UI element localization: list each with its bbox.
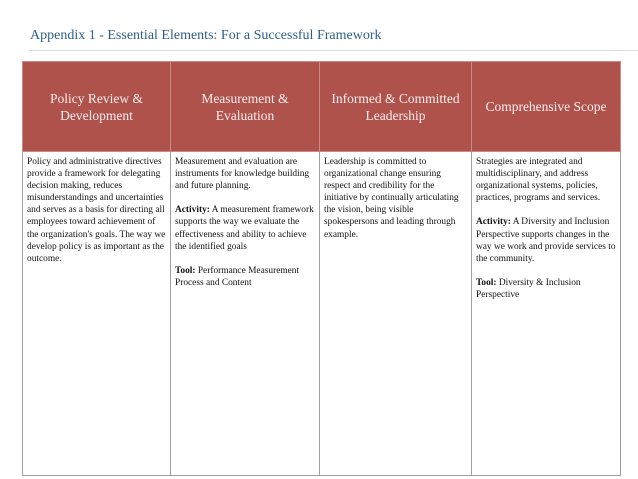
policy-text: Policy and administrative directives provide a framework for delegating decision making, reduces misunderstandings and uncertainties and serves as a basis for directing all employees toward achievement of the organization's goals. The way we develop policy is as important as the outcome.	[27, 157, 166, 264]
measurement-tool	[175, 265, 315, 289]
tool-label: Tool:	[175, 265, 196, 276]
cell-policy-review	[23, 152, 171, 476]
header-policy-review: Policy Review & Development	[23, 62, 171, 152]
activity-label: Activity:	[175, 205, 210, 216]
measurement-activity	[175, 204, 315, 252]
activity-label: Activity:	[476, 217, 511, 228]
cell-comprehensive-scope	[472, 152, 621, 476]
content-row	[23, 152, 621, 476]
framework-table	[22, 61, 621, 476]
scope-activity	[476, 216, 616, 264]
cell-leadership	[320, 152, 472, 476]
title-divider	[29, 50, 638, 51]
header-row	[23, 62, 621, 152]
header-leadership: Informed & Committed Leadership	[320, 62, 472, 152]
leadership-text: Leadership is committed to organizational change ensuring respect and credibility for the initiative by continually articulating the vision, being visible spokespersons and leading through example.	[324, 157, 459, 240]
page-title: Appendix 1 - Essential Elements: For a Successful Framework	[30, 28, 382, 43]
scope-intro: Strategies are integrated and multidisciplinary, and address organizational systems, policies, practices, programs and services.	[476, 157, 601, 204]
tool-text: Diversity & Inclusion Perspective	[476, 277, 581, 301]
tool-label: Tool:	[476, 277, 497, 288]
scope-tool	[476, 277, 616, 301]
header-comprehensive-scope: Comprehensive Scope	[472, 62, 621, 152]
activity-text: A measurement framework supports the way we evaluate the effectiveness and ability to achieve the identified goals	[175, 205, 314, 252]
activity-text: A Diversity and Inclusion Perspective supports changes in the way we work and provide services to the community.	[476, 217, 616, 264]
tool-text: Performance Measurement Process and Content	[175, 265, 300, 288]
cell-measurement	[171, 152, 320, 476]
measurement-intro: Measurement and evaluation are instruments for knowledge building and future planning.	[175, 157, 310, 192]
header-measurement: Measurement & Evaluation	[171, 62, 320, 152]
